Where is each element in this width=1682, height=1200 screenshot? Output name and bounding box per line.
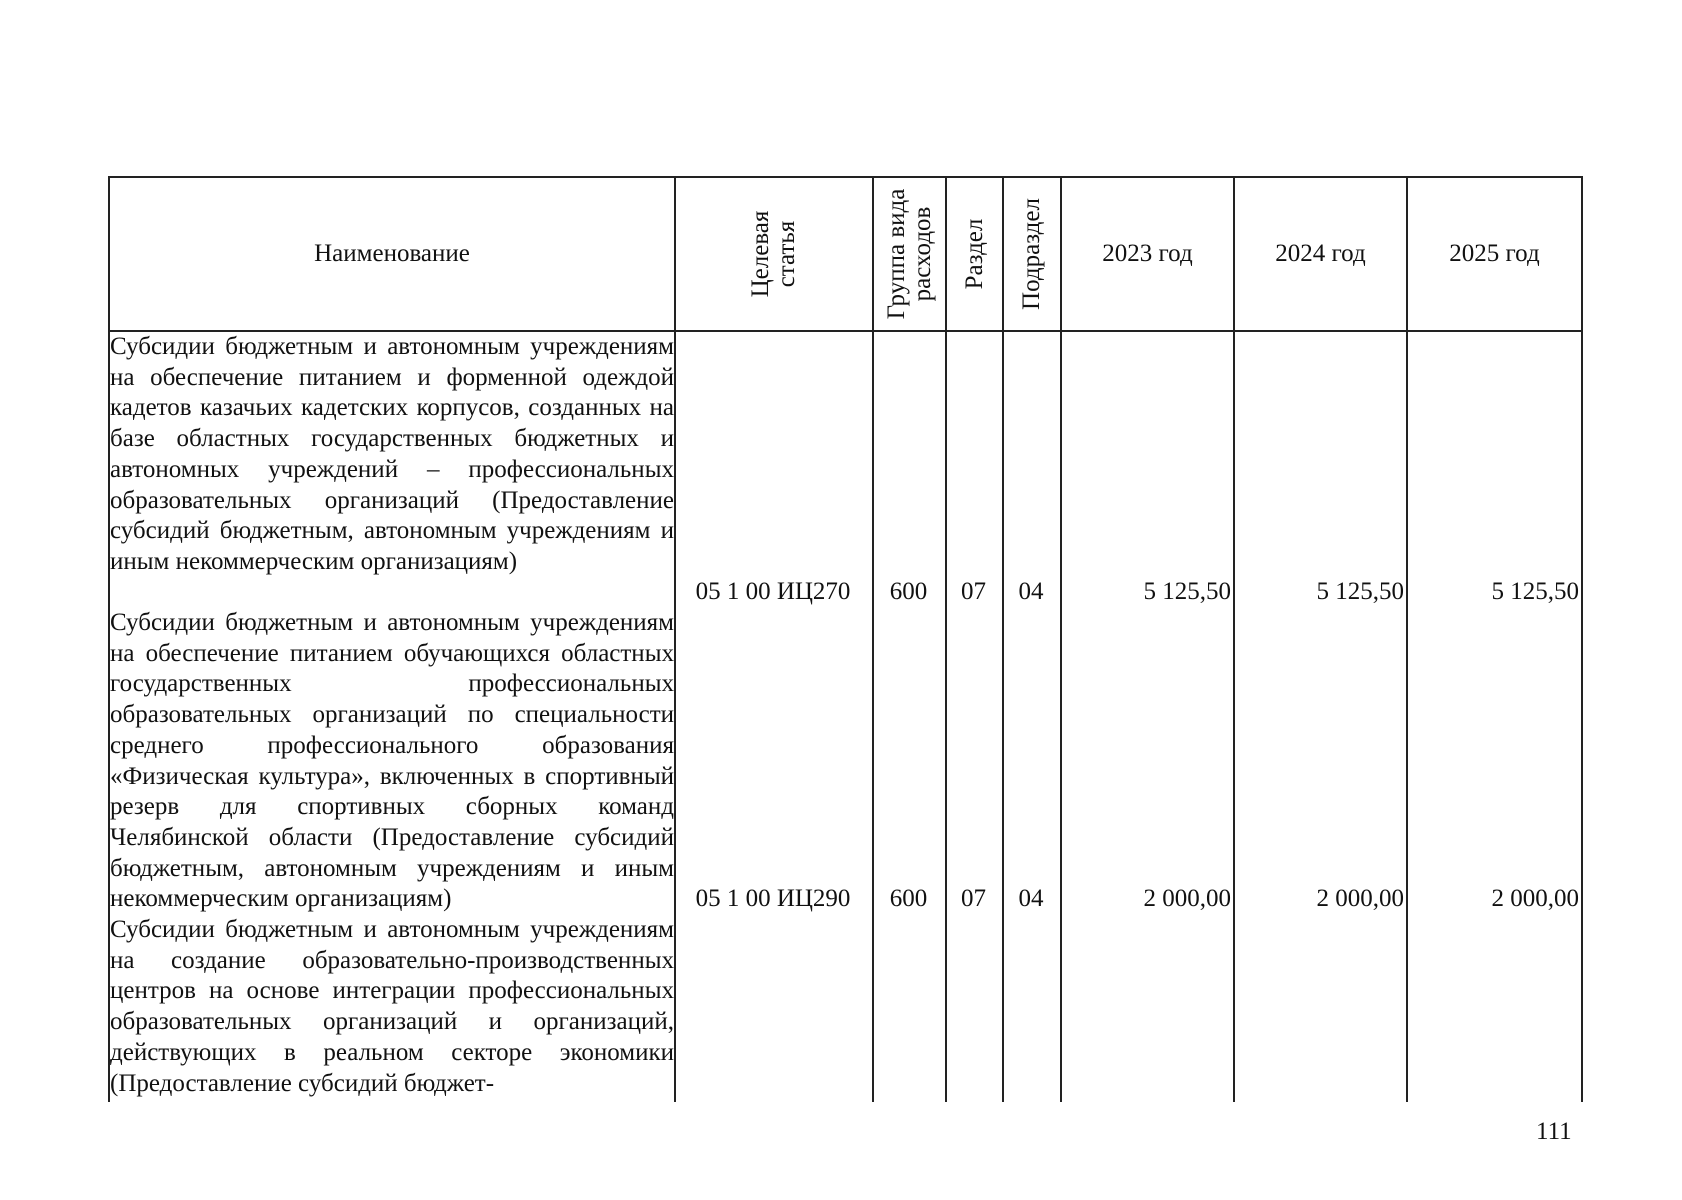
year-2023-value-2: 2 000,00 <box>1143 885 1231 912</box>
subsection-2: 04 <box>1018 885 1044 912</box>
year-2024-cell <box>1234 331 1407 1102</box>
subsection-1: 04 <box>1018 578 1044 605</box>
target-article-1: 05 1 00 ИЦ270 <box>695 578 851 605</box>
header-subsection <box>1003 177 1061 331</box>
header-section-label: Раздел <box>960 218 988 290</box>
subsection-cell <box>1003 331 1061 1102</box>
item-names-cell <box>109 331 675 1102</box>
budget-table <box>108 176 1583 1102</box>
header-year-2024: 2024 год <box>1234 177 1407 331</box>
year-2025-value-1: 5 125,50 <box>1491 578 1579 605</box>
year-2025-value-2: 2 000,00 <box>1491 885 1579 912</box>
item-name-1: Субсидии бюджетным и автономным учреждениям на обеспечение питанием и форменной одеждой кадетов казачьих кадетских корпусов, созданных на базе областных государственных бюджетных и автономных учреждений – профессиональных образовательных организаций (Предоставление субсидий бюджетным, автономным учреждениям и иным некоммерческим организациям) <box>110 333 674 575</box>
table-body-row <box>109 331 1582 1102</box>
table-header-row <box>109 177 1582 331</box>
page-number: 111 <box>1536 1118 1572 1145</box>
expense-group-cell <box>873 331 946 1102</box>
expense-group-1: 600 <box>889 578 928 605</box>
target-article-2: 05 1 00 ИЦ290 <box>695 885 851 912</box>
year-2024-value-1: 5 125,50 <box>1316 578 1404 605</box>
header-expense-group <box>873 177 946 331</box>
item-name-3: Субсидии бюджетным и автономным учреждениям на создание образовательно-производственных центров на основе интеграции профессиональных образовательных организаций и организаций, действующих в реальном секторе экономики (Предоставление субсидий бюджет- <box>110 916 674 1097</box>
section-2: 07 <box>961 885 986 912</box>
header-target-article-line2: статья <box>773 220 800 288</box>
header-target-article-line1: Целевая <box>747 210 774 298</box>
year-2024-value-2: 2 000,00 <box>1316 885 1404 912</box>
header-subsection-label: Подраздел <box>1018 198 1045 310</box>
header-expense-group-line1: Группа вида <box>882 188 910 320</box>
header-expense-group-line2: расходов <box>908 206 936 302</box>
year-2025-cell <box>1407 331 1582 1102</box>
target-article-cell <box>675 331 873 1102</box>
expense-group-2: 600 <box>889 885 928 912</box>
header-section <box>946 177 1003 331</box>
header-name: Наименование <box>109 177 675 331</box>
year-2023-cell <box>1061 331 1234 1102</box>
header-year-2025: 2025 год <box>1407 177 1582 331</box>
header-year-2023: 2023 год <box>1061 177 1234 331</box>
section-1: 07 <box>961 578 986 605</box>
item-name-2: Субсидии бюджетным и автономным учреждениям на обеспечение питанием обучающихся областных государственных профессиональных образовательных организаций по специальности среднего профессионального образования «Физическая культура», включенных в спортивный резерв для спортивных сборных команд Челябинской области (Предоставление субсидий бюджетным, автономным учреждениям и иным некоммерческим организациям) <box>110 609 674 913</box>
header-target-article <box>675 177 873 331</box>
year-2023-value-1: 5 125,50 <box>1143 578 1231 605</box>
section-cell <box>946 331 1003 1102</box>
